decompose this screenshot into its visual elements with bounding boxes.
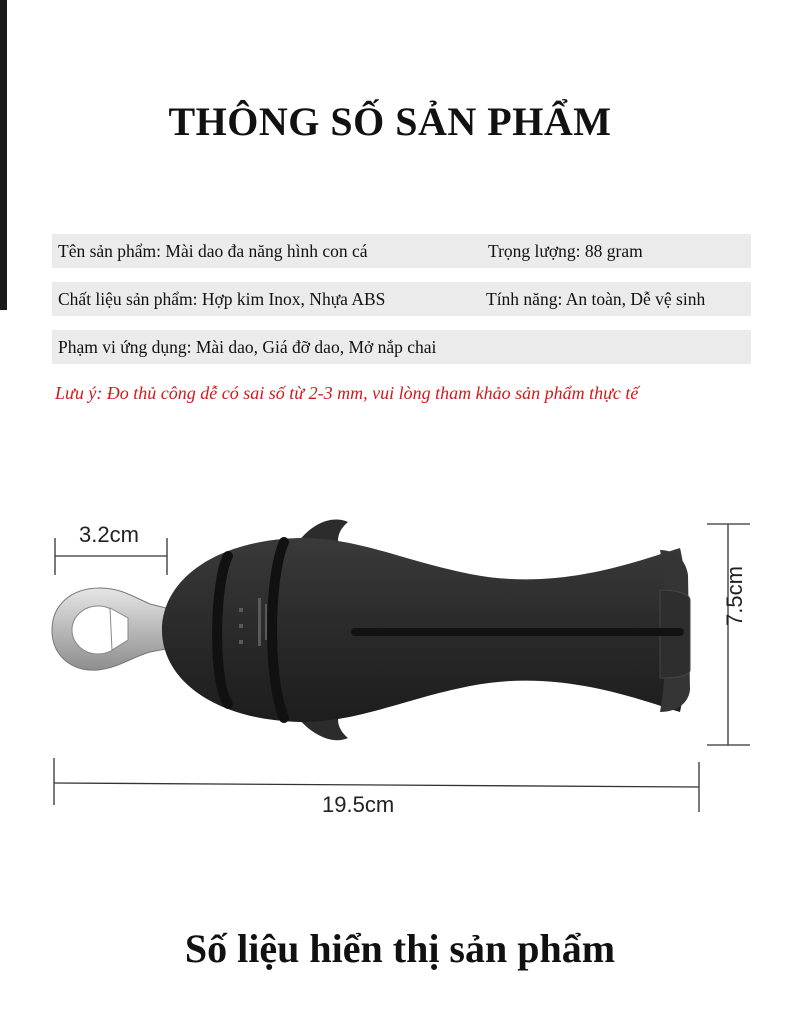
sharpener-body — [162, 519, 690, 740]
page-title: THÔNG SỐ SẢN PHẨM — [168, 99, 612, 144]
spec-row-3 — [52, 330, 751, 364]
spec-weight: Trọng lượng: 88 gram — [488, 241, 643, 261]
length-label: 19.5cm — [322, 792, 395, 817]
spec-usage: Phạm vi ứng dụng: Mài dao, Giá đỡ dao, Mở nắp chai — [58, 337, 437, 357]
left-edge-bar — [0, 0, 7, 310]
measurement-note: Lưu ý: Đo thủ công dễ có sai số từ 2-3 mm, vui lòng tham khảo sản phẩm thực tế — [55, 383, 639, 403]
fish-sharpener-image — [0, 500, 790, 830]
spec-product-name: Tên sản phẩm: Mài dao đa năng hình con cá — [58, 241, 368, 261]
spec-row-2 — [52, 282, 751, 316]
product-figure — [0, 500, 790, 830]
spec-row-1 — [52, 234, 751, 268]
height-label: 7.5cm — [722, 566, 747, 626]
footer-title: Số liệu hiển thị sản phẩm — [184, 926, 616, 971]
spec-material: Chất liệu sản phẩm: Hợp kim Inox, Nhựa ABS — [58, 289, 386, 309]
spec-features: Tính năng: An toàn, Dễ vệ sinh — [486, 289, 706, 309]
opener-width-label: 3.2cm — [79, 522, 139, 547]
height-dimension — [707, 524, 750, 745]
